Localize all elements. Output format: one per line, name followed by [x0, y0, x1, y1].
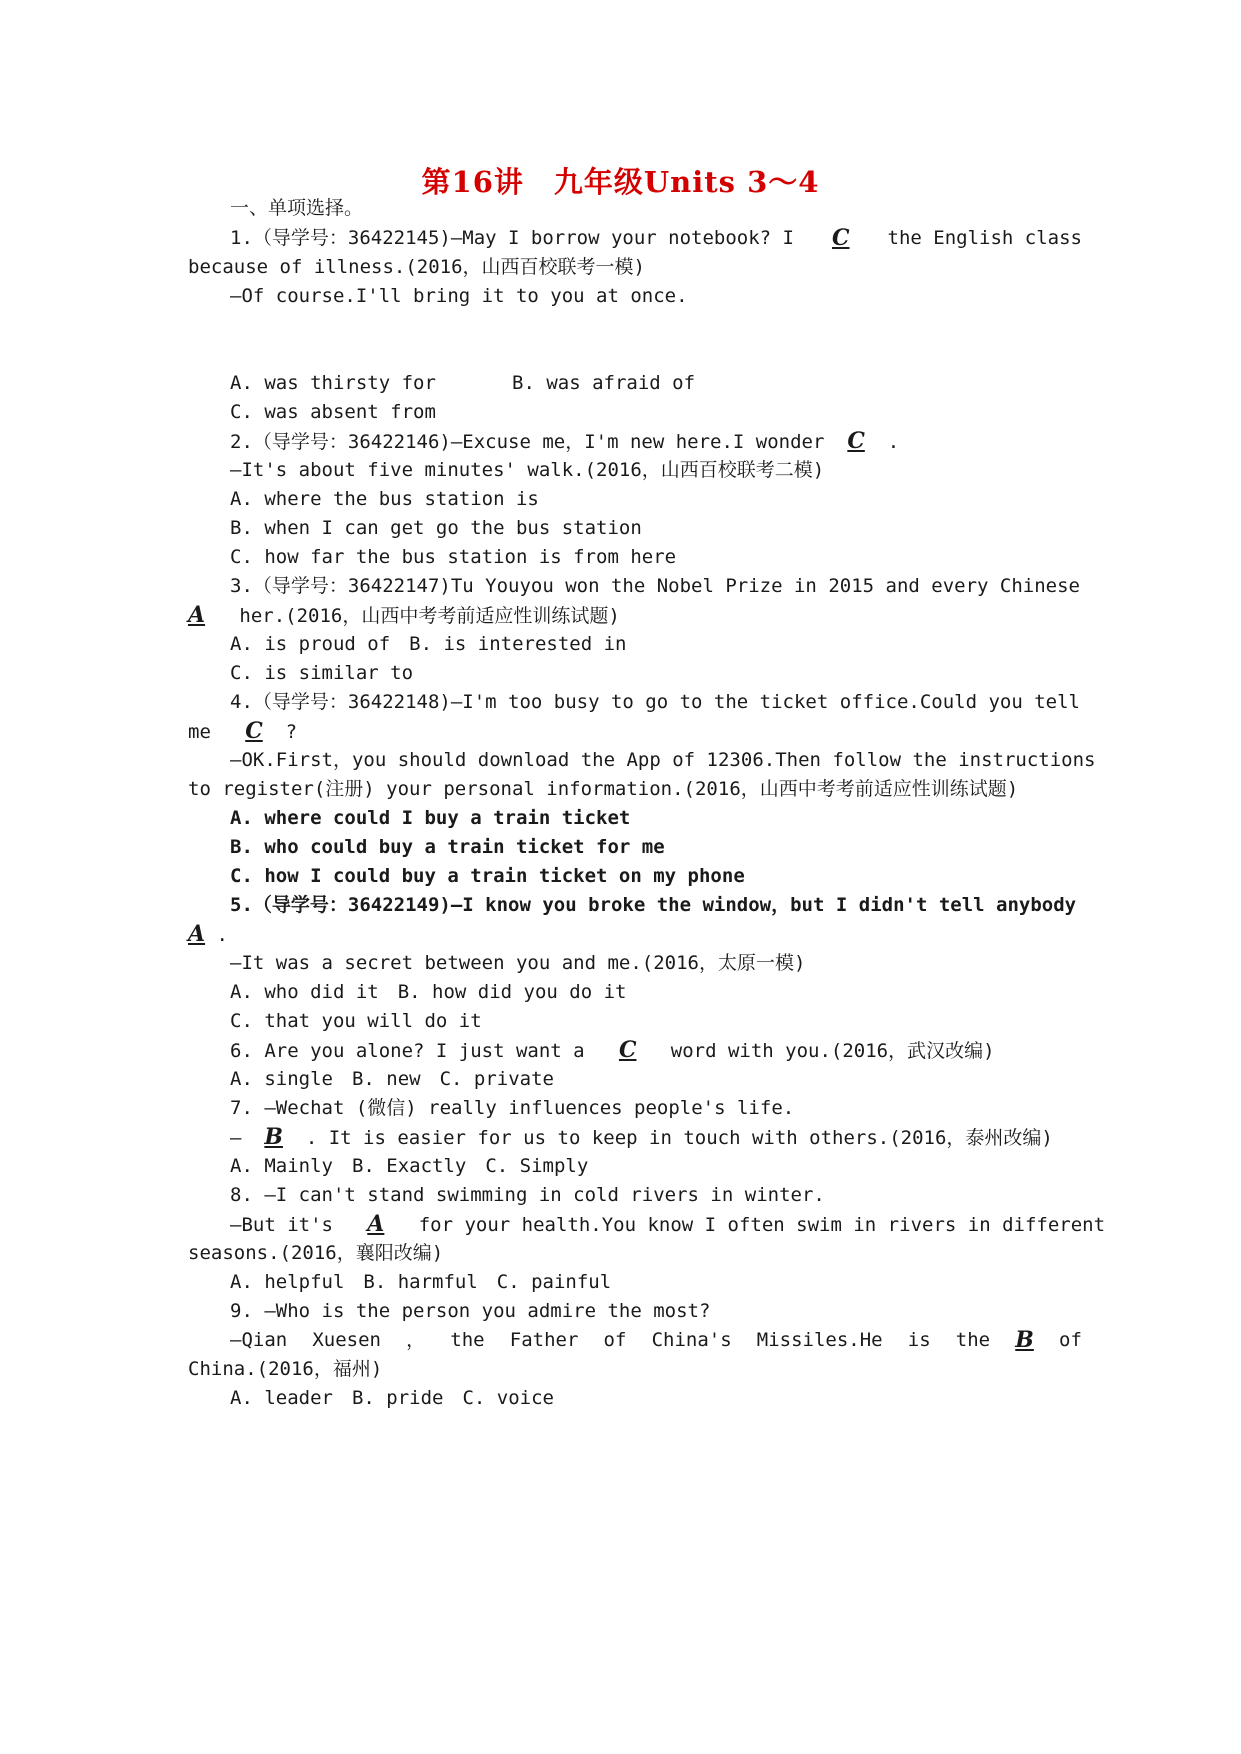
question-2-reply: —It's about five minutes' walk.(2016，山西百校联考二模): [230, 459, 825, 481]
question-9-stem: 9. —Who is the person you admire the most?: [230, 1300, 711, 1322]
question-8-options: A. helpful B. harmful C. painful: [230, 1271, 612, 1293]
question-2-option-a: A. where the bus station is: [230, 488, 539, 510]
question-4-reply-cont: to register(注册) your personal information.(2016，山西中考考前适应性训练试题): [188, 778, 1019, 800]
question-7-reply: — B . It is easier for us to keep in touch with others.(2016，泰州改编): [230, 1124, 1053, 1150]
question-5-options-ab: A. who did it B. how did you do it: [230, 981, 627, 1003]
page-title: 第16讲 九年级Units 3～4: [421, 165, 820, 199]
answer-3: A: [188, 602, 206, 628]
question-1-option-b: B. was afraid of: [512, 372, 696, 394]
answer-8: A: [367, 1211, 385, 1237]
question-4-stem: 4.（导学号：36422148)—I'm too busy to go to the ticket office.Could you tell: [230, 691, 1080, 713]
question-1-stem: 1.（导学号：36422145)—May I borrow your notebook? I C the English class: [230, 225, 1082, 251]
question-2-stem: 2.（导学号：36422146)—Excuse me，I'm new here.I wonder C .: [230, 428, 900, 454]
question-5-option-c: C. that you will do it: [230, 1010, 482, 1032]
question-3-options-ab: A. is proud of B. is interested in: [230, 633, 627, 655]
question-3-stem-cont: A her.(2016，山西中考考前适应性训练试题): [188, 602, 620, 628]
answer-6: C: [618, 1037, 637, 1063]
question-4-option-b: B. who could buy a train ticket for me: [230, 836, 665, 858]
question-6-options: A. single B. new C. private: [230, 1068, 554, 1090]
question-2-option-b: B. when I can get go the bus station: [230, 517, 642, 539]
question-6-stem: 6. Are you alone? I just want a C word with you.(2016，武汉改编): [230, 1037, 995, 1063]
question-9-reply-cont: China.(2016，福州): [188, 1358, 383, 1380]
answer-2: C: [847, 428, 865, 454]
question-4-option-a: A. where could I buy a train ticket: [230, 807, 631, 829]
question-1-option-c: C. was absent from: [230, 401, 436, 423]
answer-1: C: [832, 225, 850, 251]
question-5-stem: 5.（导学号：36422149)—I know you broke the window，but I didn't tell anybody: [230, 894, 1077, 916]
question-3-stem: 3.（导学号：36422147)Tu Youyou won the Nobel Prize in 2015 and every Chinese: [230, 575, 1080, 597]
question-1-option-a: A. was thirsty for: [230, 372, 436, 394]
question-9-reply: —Qian Xuesen ， the Father of China's Missiles.He is the B of: [230, 1327, 1082, 1353]
question-5-reply: —It was a secret between you and me.(2016，太原一模): [230, 952, 806, 974]
question-1-reply: —Of course.I'll bring it to you at once.: [230, 285, 688, 307]
answer-5: A: [188, 921, 206, 947]
answer-9: B: [1015, 1327, 1034, 1353]
question-2-option-c: C. how far the bus station is from here: [230, 546, 677, 568]
section-heading: 一、单项选择。: [230, 197, 364, 219]
question-8-reply: —But it's A for your health.You know I often swim in rivers in different: [230, 1211, 1106, 1237]
question-7-options: A. Mainly B. Exactly C. Simply: [230, 1155, 589, 1177]
question-4-option-c: C. how I could buy a train ticket on my phone: [230, 865, 745, 887]
question-4-reply: —OK.First，you should download the App of 12306.Then follow the instructions: [230, 749, 1096, 771]
question-1-stem-cont: because of illness.(2016，山西百校联考一模): [188, 256, 645, 278]
question-5-stem-cont: A .: [188, 921, 228, 947]
question-8-reply-cont: seasons.(2016，襄阳改编): [188, 1242, 444, 1264]
answer-7: B: [264, 1124, 283, 1150]
question-3-option-c: C. is similar to: [230, 662, 414, 684]
question-9-options: A. leader B. pride C. voice: [230, 1387, 554, 1409]
answer-4: C: [245, 718, 263, 744]
question-7-stem: 7. —Wechat (微信) really influences people's life.: [230, 1097, 795, 1119]
question-8-stem: 8. —I can't stand swimming in cold rivers in winter.: [230, 1184, 825, 1206]
question-4-stem-cont: me C ?: [188, 718, 298, 744]
